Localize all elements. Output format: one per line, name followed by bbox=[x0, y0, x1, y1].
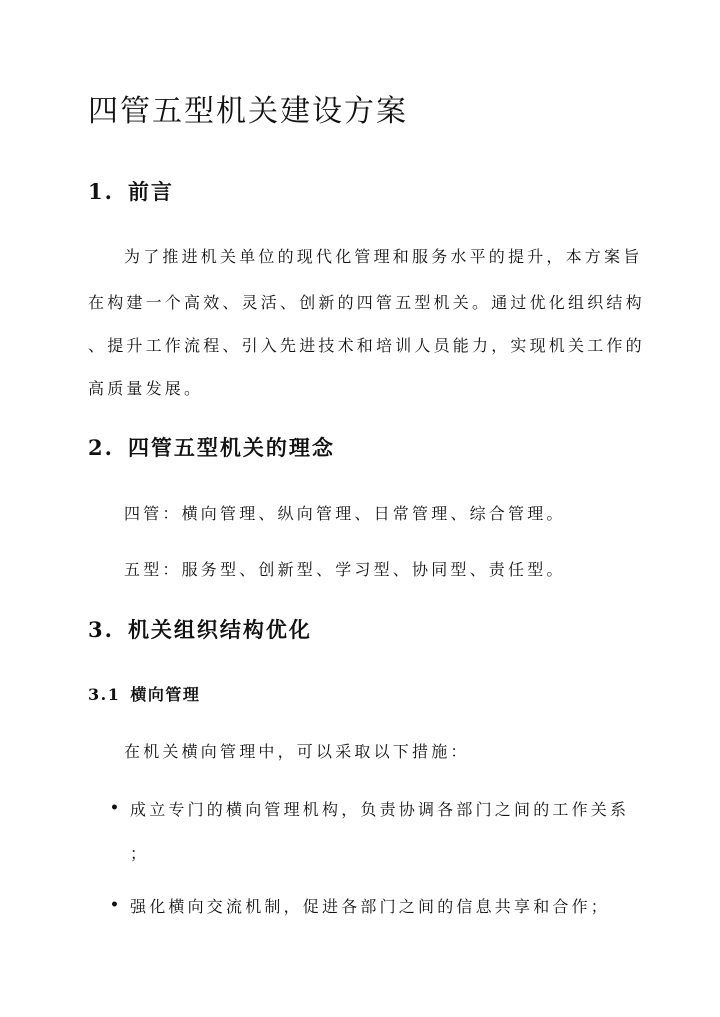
bullet-marker: • bbox=[110, 800, 119, 816]
paragraph-line: 在构建一个高效、灵活、创新的四管五型机关。通过优化组织结构 bbox=[88, 293, 645, 312]
paragraph-line: 、提升工作流程、引入先进技术和培训人员能力，实现机关工作的 bbox=[88, 336, 645, 355]
subsection-number: 3.1 bbox=[88, 685, 121, 704]
document-title: 四管五型机关建设方案 bbox=[88, 94, 408, 129]
bullet-item-line: ； bbox=[130, 844, 150, 863]
bullet-item-line: 成立专门的横向管理机构，负责协调各部门之间的工作关系 bbox=[130, 800, 630, 819]
bullet-marker: • bbox=[110, 897, 119, 913]
section-number: 2. bbox=[88, 435, 114, 460]
section-title: 机关组织结构优化 bbox=[127, 617, 312, 642]
paragraph-line: 高质量发展。 bbox=[88, 379, 204, 398]
section-number: 3. bbox=[88, 617, 114, 642]
section-2-heading bbox=[88, 432, 335, 462]
section-title: 前言 bbox=[127, 179, 174, 204]
concept-line-four-management: 四管：横向管理、纵向管理、日常管理、综合管理。 bbox=[124, 504, 566, 523]
section-1-heading bbox=[88, 176, 174, 206]
section-title: 四管五型机关的理念 bbox=[127, 435, 335, 460]
paragraph-line: 为了推进机关单位的现代化管理和服务水平的提升，本方案旨 bbox=[124, 247, 643, 266]
concept-line-five-types: 五型：服务型、创新型、学习型、协同型、责任型。 bbox=[124, 560, 566, 579]
subsection-title: 横向管理 bbox=[130, 685, 201, 704]
subsection-3-1-heading bbox=[88, 682, 200, 705]
bullet-item-line: 强化横向交流机制，促进各部门之间的信息共享和合作； bbox=[130, 897, 611, 916]
section-number: 1. bbox=[88, 179, 114, 204]
subsection-intro: 在机关横向管理中，可以采取以下措施： bbox=[124, 742, 470, 761]
section-3-heading bbox=[88, 614, 312, 644]
